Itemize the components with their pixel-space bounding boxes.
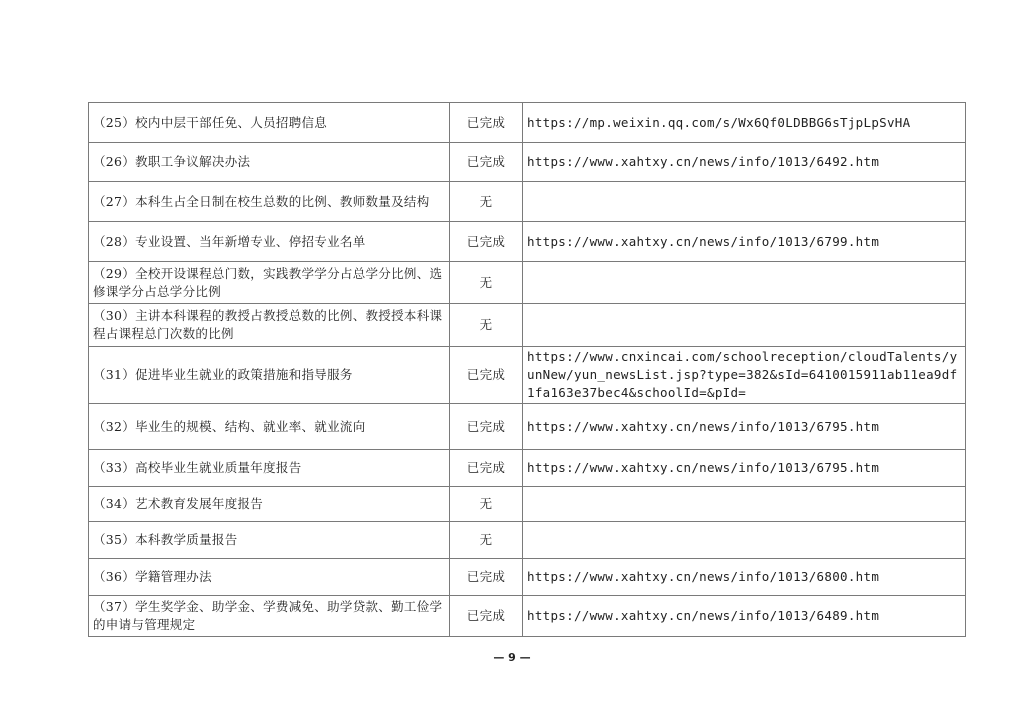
link-cell[interactable]: https://www.xahtxy.cn/news/info/1013/6795.htm	[523, 404, 966, 450]
status-cell: 已完成	[450, 450, 523, 487]
link-cell[interactable]: https://www.xahtxy.cn/news/info/1013/6795.htm	[523, 450, 966, 487]
table-row	[89, 559, 966, 596]
item-cell: （37）学生奖学金、助学金、学费减免、助学贷款、勤工俭学的申请与管理规定	[89, 596, 450, 637]
status-cell: 已完成	[450, 559, 523, 596]
status-cell: 无	[450, 182, 523, 222]
table-row	[89, 222, 966, 262]
item-cell: （34）艺术教育发展年度报告	[89, 487, 450, 522]
link-cell[interactable]: https://www.xahtxy.cn/news/info/1013/6492.htm	[523, 143, 966, 182]
item-cell: （27）本科生占全日制在校生总数的比例、教师数量及结构	[89, 182, 450, 222]
link-cell[interactable]	[523, 182, 966, 222]
table-row	[89, 522, 966, 559]
link-cell[interactable]: https://www.xahtxy.cn/news/info/1013/6489.htm	[523, 596, 966, 637]
link-cell[interactable]: https://www.xahtxy.cn/news/info/1013/6800.htm	[523, 559, 966, 596]
status-cell: 已完成	[450, 404, 523, 450]
status-cell: 无	[450, 522, 523, 559]
item-cell: （29）全校开设课程总门数，实践教学学分占总学分比例、选修课学分占总学分比例	[89, 262, 450, 304]
status-cell: 无	[450, 304, 523, 347]
status-cell: 无	[450, 262, 523, 304]
link-cell[interactable]: https://www.cnxincai.com/schoolreception/cloudTalents/yunNew/yun_newsList.jsp?type=382&sId=6410015911ab11ea9df1fa163e37bec4&schoolId=&pId=	[523, 347, 966, 404]
disclosure-table	[88, 102, 966, 637]
status-cell: 已完成	[450, 347, 523, 404]
table-row	[89, 487, 966, 522]
item-cell: （30）主讲本科课程的教授占教授总数的比例、教授授本科课程占课程总门次数的比例	[89, 304, 450, 347]
item-cell: （25）校内中层干部任免、人员招聘信息	[89, 103, 450, 143]
link-cell[interactable]: https://www.xahtxy.cn/news/info/1013/6799.htm	[523, 222, 966, 262]
status-cell: 已完成	[450, 103, 523, 143]
table-row	[89, 262, 966, 304]
link-cell[interactable]	[523, 487, 966, 522]
link-cell[interactable]: https://mp.weixin.qq.com/s/Wx6Qf0LDBBG6sTjpLpSvHA	[523, 103, 966, 143]
item-cell: （32）毕业生的规模、结构、就业率、就业流向	[89, 404, 450, 450]
table-row	[89, 596, 966, 637]
item-cell: （28）专业设置、当年新增专业、停招专业名单	[89, 222, 450, 262]
item-cell: （33）高校毕业生就业质量年度报告	[89, 450, 450, 487]
link-cell[interactable]	[523, 304, 966, 347]
table-row	[89, 143, 966, 182]
item-cell: （26）教职工争议解决办法	[89, 143, 450, 182]
page-number: — 9 —	[493, 651, 531, 664]
item-cell: （31）促进毕业生就业的政策措施和指导服务	[89, 347, 450, 404]
link-cell[interactable]	[523, 262, 966, 304]
table-row	[89, 404, 966, 450]
table-row	[89, 304, 966, 347]
status-cell: 已完成	[450, 143, 523, 182]
table-row	[89, 347, 966, 404]
link-cell[interactable]	[523, 522, 966, 559]
table-row	[89, 182, 966, 222]
status-cell: 无	[450, 487, 523, 522]
table-row	[89, 450, 966, 487]
status-cell: 已完成	[450, 222, 523, 262]
status-cell: 已完成	[450, 596, 523, 637]
table-row	[89, 103, 966, 143]
item-cell: （35）本科教学质量报告	[89, 522, 450, 559]
item-cell: （36）学籍管理办法	[89, 559, 450, 596]
